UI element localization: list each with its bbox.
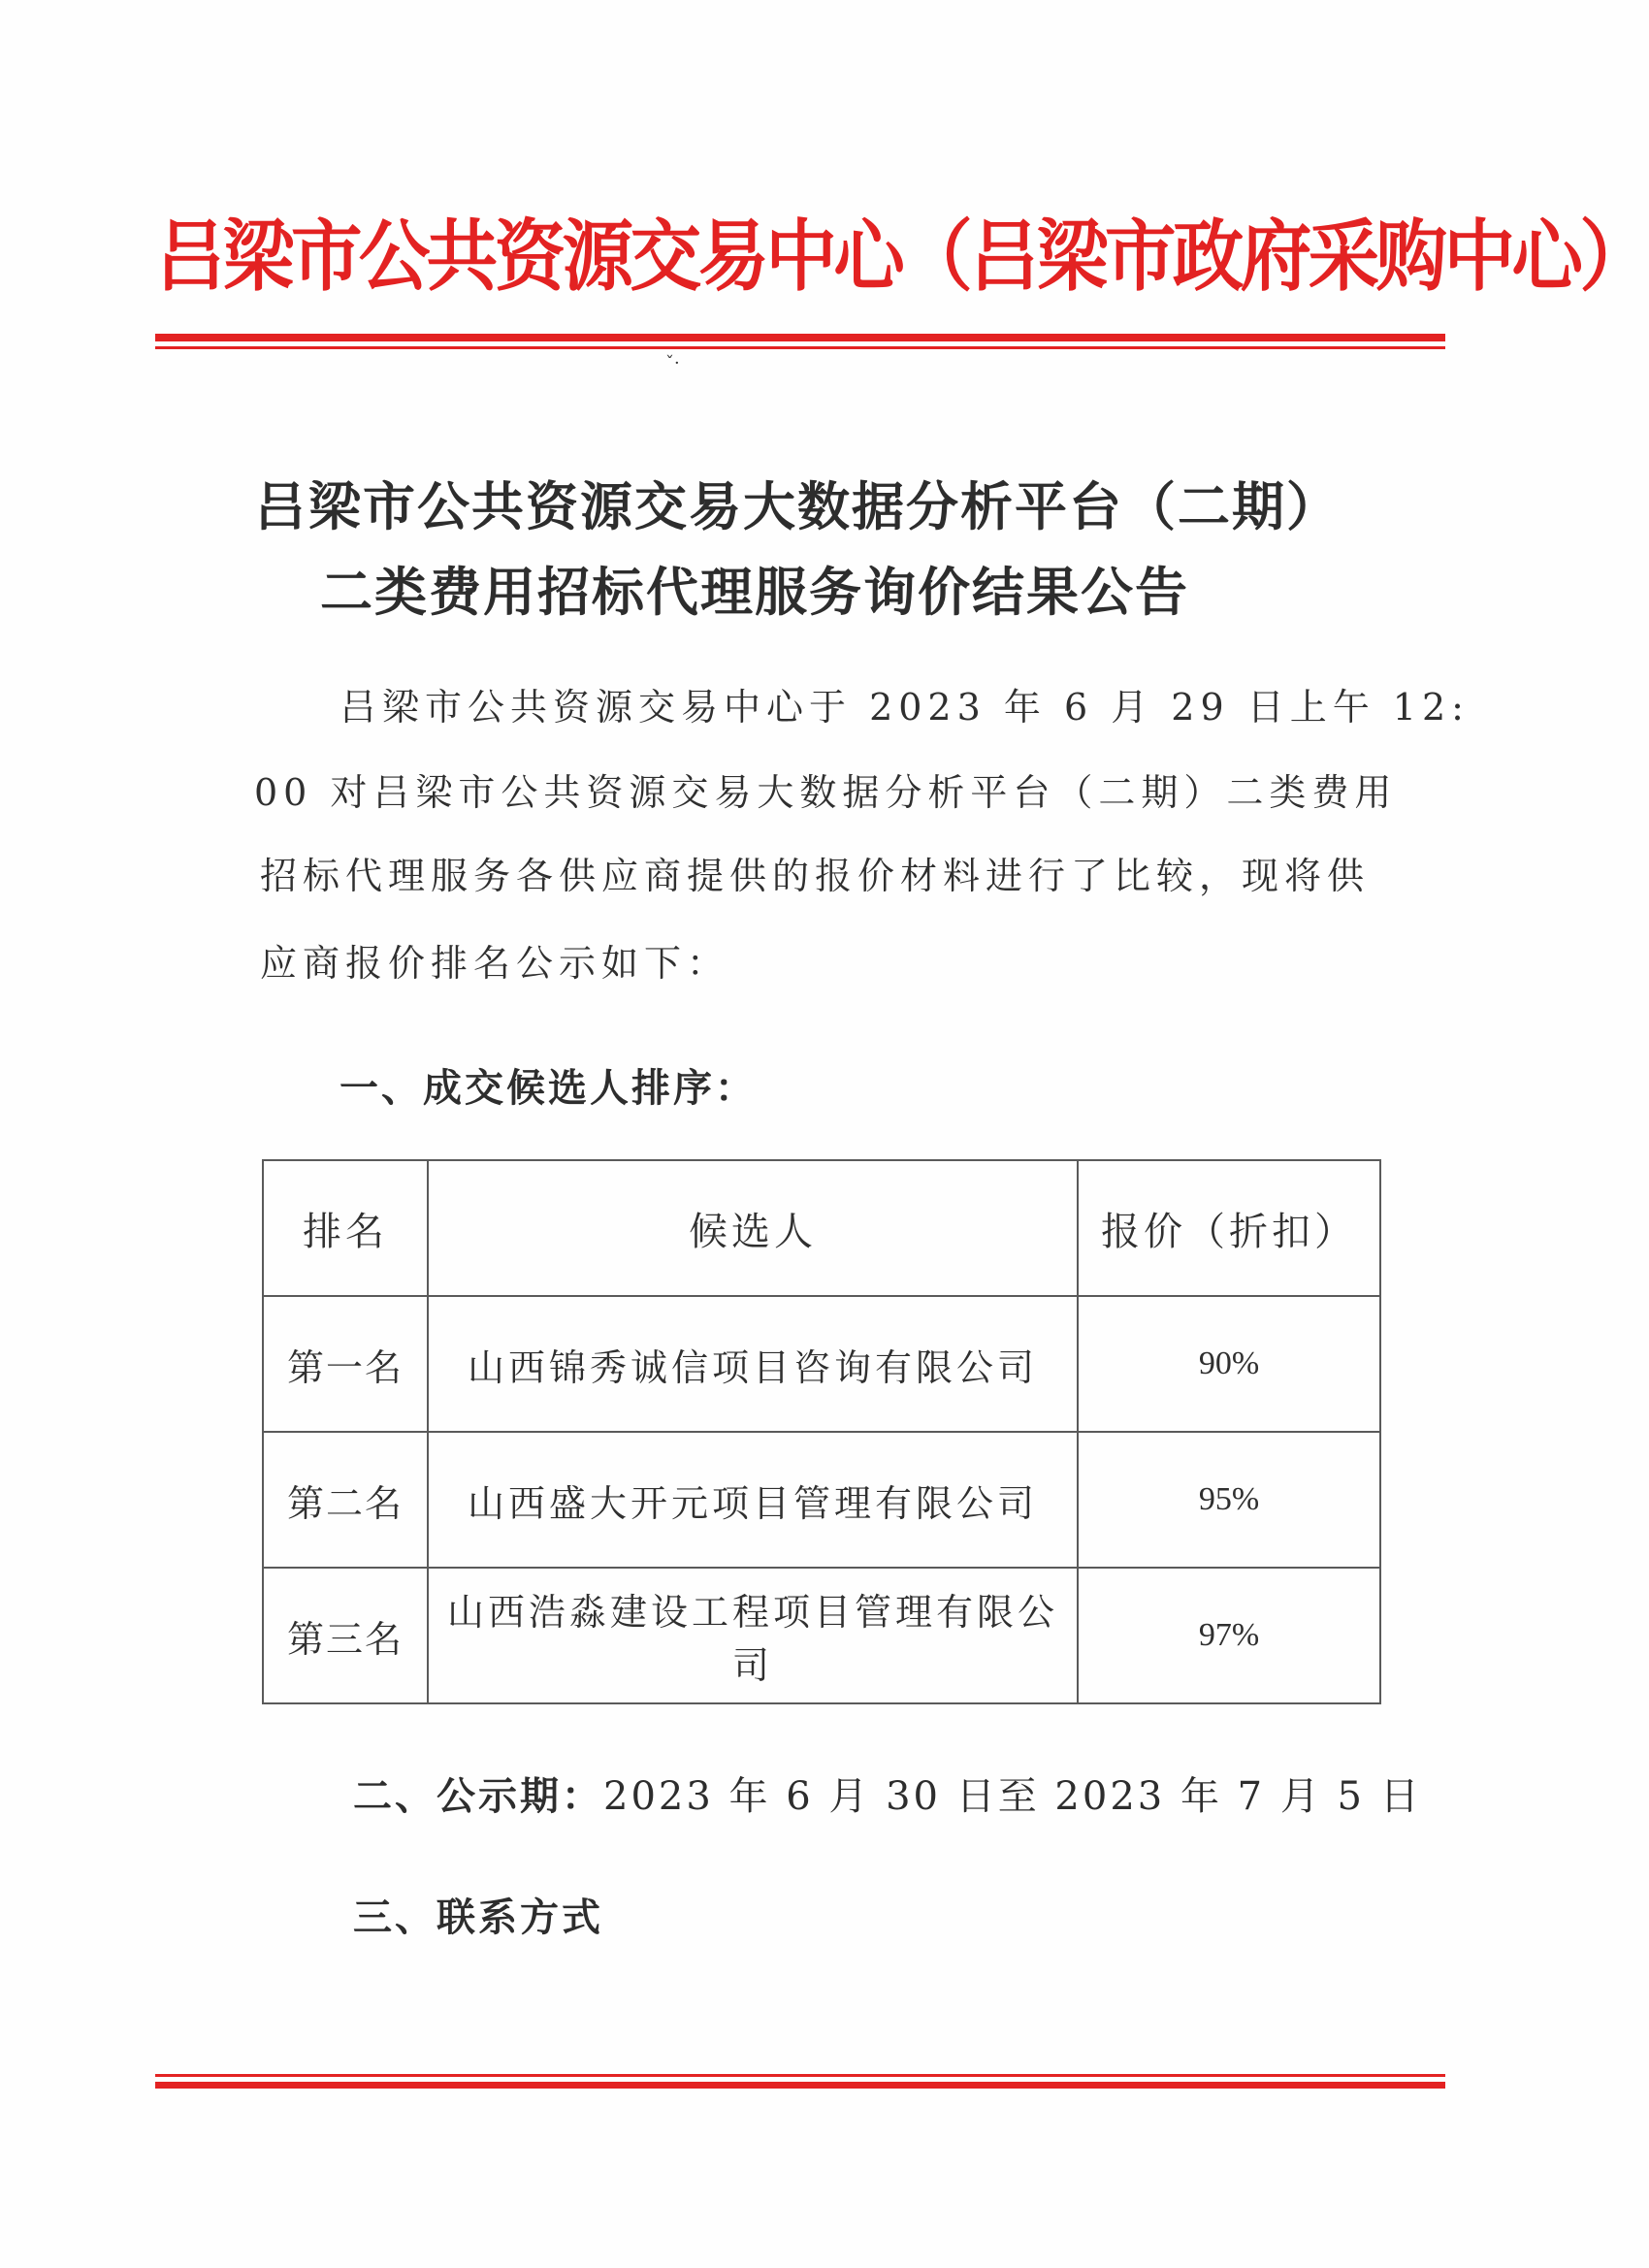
scan-specks: ˇ· <box>665 353 680 373</box>
price-cell: 90% <box>1078 1296 1380 1432</box>
candidate-cell: 山西盛大开元项目管理有限公司 <box>428 1432 1078 1568</box>
body-paragraph-line-4: 应商报价排名公示如下： <box>260 942 730 985</box>
body-paragraph-line-2: 00 对吕梁市公共资源交易大数据分析平台（二期）二类费用 <box>254 771 1398 814</box>
table-header-row <box>263 1160 1380 1296</box>
footer-rule-thin <box>155 2074 1445 2077</box>
rank-cell: 第一名 <box>263 1296 428 1432</box>
section-heading-candidates: 一、成交候选人排序： <box>340 1066 757 1111</box>
price-cell: 95% <box>1078 1432 1380 1568</box>
header-rank: 排名 <box>263 1160 428 1296</box>
letterhead-rule-thick <box>155 334 1445 341</box>
publicity-period-label: 二、公示期： <box>353 1774 603 1819</box>
header-candidate: 候选人 <box>428 1160 1078 1296</box>
candidate-ranking-table <box>262 1159 1381 1704</box>
rank-cell: 第二名 <box>263 1432 428 1568</box>
price-cell: 97% <box>1078 1568 1380 1703</box>
document-title-line-2: 二类费用招标代理服务询价结果公告 <box>320 562 1189 623</box>
footer-rule-thick <box>155 2082 1445 2089</box>
candidate-cell: 山西锦秀诚信项目咨询有限公司 <box>428 1296 1078 1432</box>
rank-cell: 第三名 <box>263 1568 428 1703</box>
section-publicity-period <box>353 1766 1422 1821</box>
body-paragraph-line-1: 吕梁市公共资源交易中心于 2023 年 6 月 29 日上午 12: <box>340 686 1470 729</box>
section-heading-contact: 三、联系方式 <box>353 1895 603 1940</box>
table-row <box>263 1568 1380 1703</box>
candidate-cell: 山西浩淼建设工程项目管理有限公司 <box>428 1568 1078 1703</box>
table-row <box>263 1296 1380 1432</box>
letterhead-title: 吕梁市公共资源交易中心（吕梁市政府采购中心） <box>155 211 1648 302</box>
publicity-period-value: 2023 年 6 月 30 日至 2023 年 7 月 5 日 <box>603 1774 1422 1819</box>
document-title-line-1: 吕梁市公共资源交易大数据分析平台（二期） <box>254 476 1341 537</box>
header-price: 报价（折扣） <box>1078 1160 1380 1296</box>
letterhead-rule-thin <box>155 346 1445 349</box>
table-row <box>263 1432 1380 1568</box>
body-paragraph-line-3: 招标代理服务各供应商提供的报价材料进行了比较，现将供 <box>260 855 1371 897</box>
